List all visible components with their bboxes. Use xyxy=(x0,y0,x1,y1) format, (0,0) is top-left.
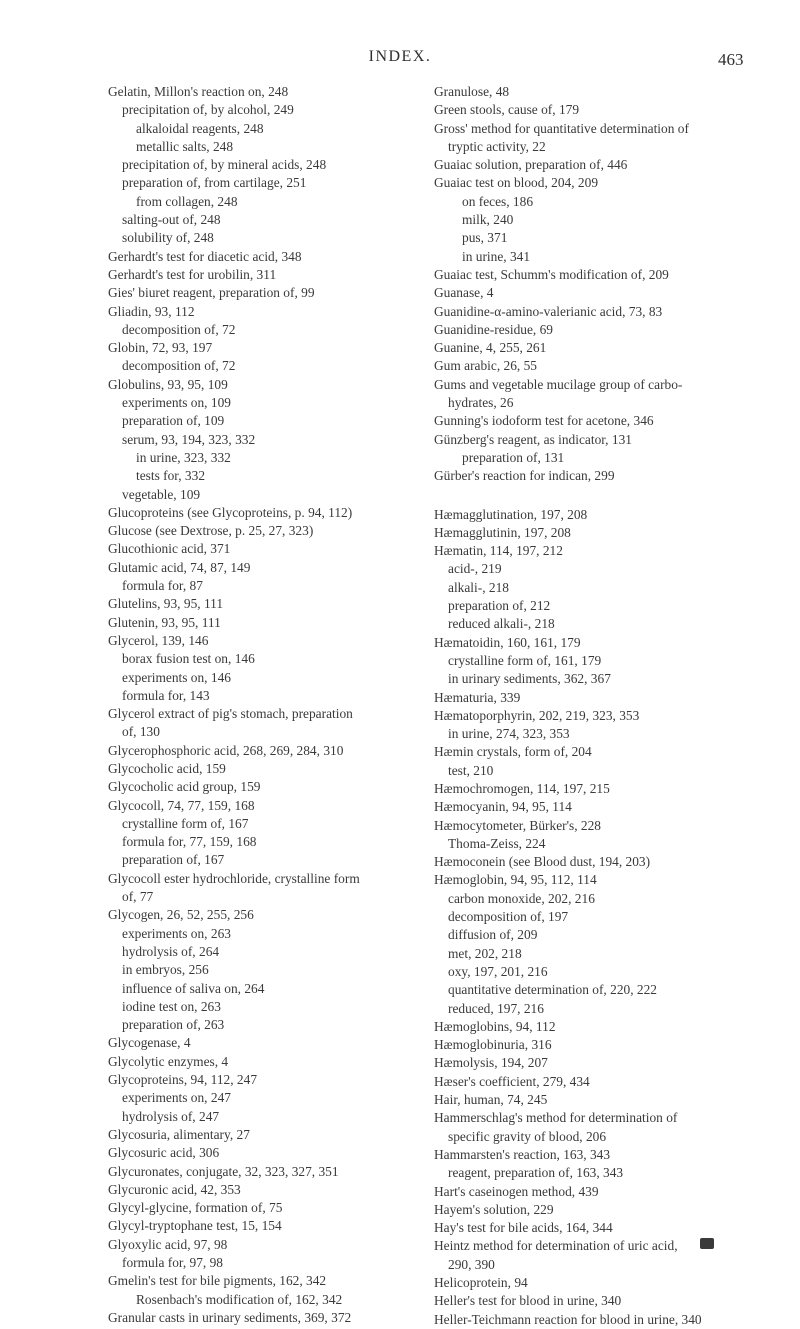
index-entry: Glycolytic enzymes, 4 xyxy=(108,1053,229,1069)
index-subentry: hydrolysis of, 264 xyxy=(122,943,220,959)
index-subentry: pus, 371 xyxy=(462,230,508,246)
index-entry: Glycerol, 139, 146 xyxy=(108,632,209,648)
index-subentry: 290, 390 xyxy=(448,1256,495,1272)
index-subentry: influence of saliva on, 264 xyxy=(122,980,265,996)
index-entry: Glycogen, 26, 52, 255, 256 xyxy=(108,907,254,923)
index-entry: Hæmoglobinuria, 316 xyxy=(434,1037,552,1053)
index-entry: Hæmocytometer, Bürker's, 228 xyxy=(434,817,601,833)
section-gap xyxy=(434,486,767,506)
index-entry: Gliadin, 93, 112 xyxy=(108,303,195,319)
index-subentry: experiments on, 146 xyxy=(122,669,231,685)
index-subentry: in urine, 274, 323, 353 xyxy=(448,726,570,742)
index-subentry: preparation of, 167 xyxy=(122,852,225,868)
index-subentry: diffusion of, 209 xyxy=(448,927,538,943)
index-subentry: in embryos, 256 xyxy=(122,962,209,978)
index-subentry: oxy, 197, 201, 216 xyxy=(448,963,548,979)
index-subentry: Thoma-Zeiss, 224 xyxy=(448,835,546,851)
index-subentry: alkaloidal reagents, 248 xyxy=(136,120,264,136)
index-entry: Hæser's coefficient, 279, 434 xyxy=(434,1073,590,1089)
index-entry: Guaiac test on blood, 204, 209 xyxy=(434,175,599,191)
index-entry: Heller-Teichmann reaction for blood in urine, 340 xyxy=(434,1311,702,1327)
index-entry: Glucothionic acid, 371 xyxy=(108,541,231,557)
index-subentry: reduced alkali-, 218 xyxy=(448,616,555,632)
index-entry: Hart's caseinogen method, 439 xyxy=(434,1183,599,1199)
index-entry: Granulose, 48 xyxy=(434,84,510,99)
index-subentry: in urine, 341 xyxy=(462,248,531,264)
index-entry: Guanidine-α-amino-valerianic acid, 73, 83 xyxy=(434,303,663,319)
index-entry: Gross' method for quantitative determination of xyxy=(434,120,689,136)
index-entry: Glycoproteins, 94, 112, 247 xyxy=(108,1072,258,1088)
index-subentry: experiments on, 263 xyxy=(122,925,231,941)
index-entry: Globulins, 93, 95, 109 xyxy=(108,376,228,392)
index-entry: Hæmagglutination, 197, 208 xyxy=(434,506,588,522)
index-entry: Günzberg's reagent, as indicator, 131 xyxy=(434,431,632,447)
index-subentry: test, 210 xyxy=(448,762,494,778)
index-subentry: preparation of, from cartilage, 251 xyxy=(122,175,307,191)
index-entry: Guanidine-residue, 69 xyxy=(434,321,553,337)
index-entry: Guaiac test, Schumm's modification of, 209 xyxy=(434,266,669,282)
index-entry: Glutamic acid, 74, 87, 149 xyxy=(108,559,251,575)
index-entry: Gerhardt's test for urobilin, 311 xyxy=(108,266,277,282)
index-entry: Glycyl-glycine, formation of, 75 xyxy=(108,1200,283,1216)
index-entry: Hæmoconein (see Blood dust, 194, 203) xyxy=(434,854,651,870)
index-entry: Glycocoll, 74, 77, 159, 168 xyxy=(108,797,255,813)
index-entry: Hæmoglobins, 94, 112 xyxy=(434,1018,556,1034)
index-subentry: preparation of, 131 xyxy=(462,449,565,465)
index-entry: Glutelins, 93, 95, 111 xyxy=(108,596,224,612)
index-entry: Glycocholic acid, 159 xyxy=(108,760,226,776)
index-subentry: of, 77 xyxy=(122,889,154,905)
index-entry: Glucose (see Dextrose, p. 25, 27, 323) xyxy=(108,523,314,539)
index-entry: Gunning's iodoform test for acetone, 346 xyxy=(434,413,654,429)
library-stamp-mark xyxy=(700,1238,714,1249)
index-subentry: decomposition of, 72 xyxy=(122,321,236,337)
index-column-right xyxy=(434,83,767,1329)
index-subentry: crystalline form of, 167 xyxy=(122,815,249,831)
index-entry: Gum arabic, 26, 55 xyxy=(434,358,538,374)
index-entry: Guanase, 4 xyxy=(434,285,494,301)
index-entry: Gürber's reaction for indican, 299 xyxy=(434,468,615,484)
index-entry: Hæmolysis, 194, 207 xyxy=(434,1055,548,1071)
index-subentry: experiments on, 247 xyxy=(122,1090,231,1106)
index-entry: Gelatin, Millon's reaction on, 248 xyxy=(108,84,289,99)
index-entry: Hæmagglutinin, 197, 208 xyxy=(434,524,571,540)
index-subentry: formula for, 87 xyxy=(122,578,203,594)
index-entry: Glutenin, 93, 95, 111 xyxy=(108,614,221,630)
index-subentry: tests for, 332 xyxy=(136,468,206,484)
index-column-left xyxy=(108,83,426,1327)
index-entry: Hæmochromogen, 114, 197, 215 xyxy=(434,780,610,796)
index-entry: Glycuronic acid, 42, 353 xyxy=(108,1181,241,1197)
index-subentry: Rosenbach's modification of, 162, 342 xyxy=(136,1291,343,1307)
index-subentry: tryptic activity, 22 xyxy=(448,138,546,154)
index-subentry: specific gravity of blood, 206 xyxy=(448,1128,607,1144)
index-entry: Glycerol extract of pig's stomach, preparation xyxy=(108,706,353,722)
index-subentry: solubility of, 248 xyxy=(122,230,214,246)
index-entry: Green stools, cause of, 179 xyxy=(434,102,580,118)
index-entry: Glycocholic acid group, 159 xyxy=(108,779,261,795)
index-entry: Helicoprotein, 94 xyxy=(434,1275,528,1290)
page-number: 463 xyxy=(718,50,744,69)
index-entry: Glycosuria, alimentary, 27 xyxy=(108,1126,250,1142)
index-subentry: salting-out of, 248 xyxy=(122,212,221,228)
index-subentry: preparation of, 109 xyxy=(122,413,225,429)
index-entry: Glyoxylic acid, 97, 98 xyxy=(108,1236,228,1252)
index-entry: Glycocoll ester hydrochloride, crystalline form xyxy=(108,870,360,886)
index-entry: Glycogenase, 4 xyxy=(108,1035,191,1051)
index-subentry: precipitation of, by alcohol, 249 xyxy=(122,102,294,118)
index-entry: Hæmoglobin, 94, 95, 112, 114 xyxy=(434,872,597,888)
running-title: INDEX. xyxy=(368,48,432,65)
index-subentry: vegetable, 109 xyxy=(122,486,201,502)
index-subentry: hydrolysis of, 247 xyxy=(122,1108,220,1124)
index-subentry: crystalline form of, 161, 179 xyxy=(448,652,602,668)
index-entry: Hayem's solution, 229 xyxy=(434,1201,554,1217)
index-entry: Hæmin crystals, form of, 204 xyxy=(434,744,592,760)
index-subentry: precipitation of, by mineral acids, 248 xyxy=(122,157,327,173)
index-entry: Hæmatoidin, 160, 161, 179 xyxy=(434,634,581,650)
index-subentry: formula for, 97, 98 xyxy=(122,1255,223,1270)
page-header xyxy=(0,48,800,78)
index-subentry: carbon monoxide, 202, 216 xyxy=(448,890,595,906)
index-entry: Glycuronates, conjugate, 32, 323, 327, 351 xyxy=(108,1163,339,1179)
index-subentry: on feces, 186 xyxy=(462,193,534,209)
index-entry: Globin, 72, 93, 197 xyxy=(108,340,213,356)
index-entry: Gerhardt's test for diacetic acid, 348 xyxy=(108,248,302,264)
index-entry: Hair, human, 74, 245 xyxy=(434,1092,548,1108)
index-entry: Gmelin's test for bile pigments, 162, 342 xyxy=(108,1273,327,1289)
index-entry: Heintz method for determination of uric acid, xyxy=(434,1238,678,1254)
index-entry: Hammerschlag's method for determination of xyxy=(434,1110,678,1126)
index-subentry: preparation of, 263 xyxy=(122,1017,225,1033)
index-entry: Hæmatoporphyrin, 202, 219, 323, 353 xyxy=(434,707,640,723)
index-entry: Glycosuric acid, 306 xyxy=(108,1145,220,1161)
index-subentry: iodine test on, 263 xyxy=(122,998,221,1014)
index-entry: Hæmatin, 114, 197, 212 xyxy=(434,543,563,559)
index-entry: Hammarsten's reaction, 163, 343 xyxy=(434,1146,611,1162)
index-subentry: formula for, 143 xyxy=(122,687,210,703)
index-subentry: experiments on, 109 xyxy=(122,395,231,411)
index-entry: Hæmaturia, 339 xyxy=(434,689,521,705)
index-entry: Hay's test for bile acids, 164, 344 xyxy=(434,1220,613,1236)
index-subentry: milk, 240 xyxy=(462,212,514,228)
index-subentry: hydrates, 26 xyxy=(448,395,514,411)
index-subentry: reduced, 197, 216 xyxy=(448,1000,544,1016)
index-subentry: decomposition of, 197 xyxy=(448,909,569,925)
index-entry: Guaiac solution, preparation of, 446 xyxy=(434,157,628,173)
index-subentry: metallic salts, 248 xyxy=(136,138,234,154)
index-subentry: preparation of, 212 xyxy=(448,598,551,614)
index-subentry: from collagen, 248 xyxy=(136,193,238,209)
index-entry: Heller's test for blood in urine, 340 xyxy=(434,1293,622,1309)
index-subentry: serum, 93, 194, 323, 332 xyxy=(122,431,256,447)
index-subentry: quantitative determination of, 220, 222 xyxy=(448,982,657,998)
index-entry: Gums and vegetable mucilage group of carbo- xyxy=(434,376,683,392)
index-entry: Hæmocyanin, 94, 95, 114 xyxy=(434,799,572,815)
index-entry: Glucoproteins (see Glycoproteins, p. 94, 112) xyxy=(108,504,353,520)
index-subentry: of, 130 xyxy=(122,724,160,740)
index-entry: Glycerophosphoric acid, 268, 269, 284, 310 xyxy=(108,742,344,758)
index-subentry: decomposition of, 72 xyxy=(122,358,236,374)
index-entry: Granular casts in urinary sediments, 369, 372 xyxy=(108,1309,352,1325)
index-entry: Guanine, 4, 255, 261 xyxy=(434,340,547,356)
index-subentry: alkali-, 218 xyxy=(448,579,509,595)
index-subentry: formula for, 77, 159, 168 xyxy=(122,834,257,850)
index-subentry: in urinary sediments, 362, 367 xyxy=(448,671,611,687)
index-subentry: acid-, 219 xyxy=(448,561,502,577)
index-subentry: met, 202, 218 xyxy=(448,945,522,961)
index-entry: Glycyl-tryptophane test, 15, 154 xyxy=(108,1218,282,1234)
index-entry: Gies' biuret reagent, preparation of, 99 xyxy=(108,285,315,301)
index-subentry: borax fusion test on, 146 xyxy=(122,651,255,667)
index-subentry: reagent, preparation of, 163, 343 xyxy=(448,1165,624,1181)
index-subentry: in urine, 323, 332 xyxy=(136,449,231,465)
